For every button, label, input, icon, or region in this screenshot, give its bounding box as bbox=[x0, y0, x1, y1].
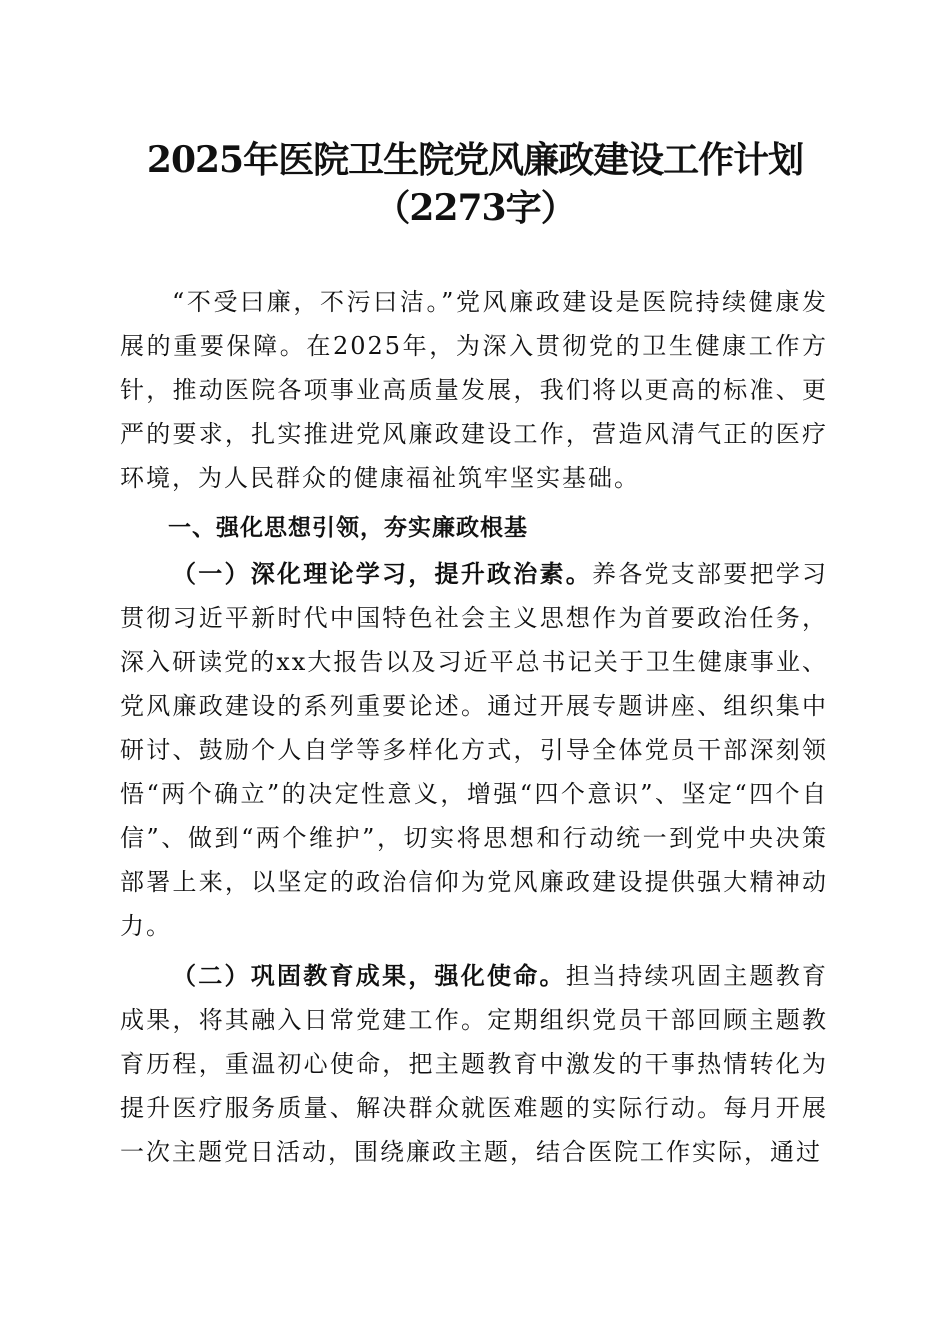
title-line-wordcount: （2273字） bbox=[374, 187, 576, 229]
intro-paragraph: “不受曰廉，不污曰洁。”党风廉政建设是医院持续健康发展的重要保障。在2025年，为深入贯彻党的卫生健康工作方针，推动医院各项事业高质量发展，我们将以更高的标准、更严的要求，扎实推进党风廉政建设工作，营造风清气正的医疗环境，为人民群众的健康福祉筑牢坚实基础。 bbox=[120, 288, 828, 492]
item2-body: 担当持续巩固主题教育成果，将其融入日常党建工作。定期组织党员干部回顾主题教育历程，重温初心使命，把主题教育中激发的干事热情转化为提升医疗服务质量、解决群众就医难题的实际行动。每月开展一次主题党日活动，围绕廉政主题，结合医院工作实际，通过 bbox=[120, 962, 828, 1166]
item1-lead: （一）深化理论学习，提升政治素。 bbox=[172, 559, 592, 588]
item1-body: 养各党支部要把学习贯彻习近平新时代中国特色社会主义思想作为首要政治任务，深入研读党的xx大报告以及习近平总书记关于卫生健康事业、党风廉政建设的系列重要论述。通过开展专题讲座、组织集中研讨、鼓励个人自学等多样化方式，引导全体党员干部深刻领悟“两个确立”的决定性意义，增强“四个意识”、坚定“四个自信”、做到“两个维护”，切实将思想和行动统一到党中央决策部署上来，以坚定的政治信仰为党风廉政建设提供强大精神动力。 bbox=[120, 560, 828, 940]
document-body bbox=[120, 280, 828, 1180]
item2-lead: （二）巩固教育成果，强化使命。 bbox=[172, 961, 566, 990]
section1-item1-paragraph bbox=[120, 552, 828, 948]
section-heading-1: 一、强化思想引领，夯实廉政根基 bbox=[168, 515, 528, 541]
section1-item2-paragraph bbox=[120, 954, 828, 1174]
title-line-main: 2025年医院卫生院党风廉政建设工作计划 bbox=[146, 139, 804, 181]
document-title bbox=[80, 136, 870, 232]
